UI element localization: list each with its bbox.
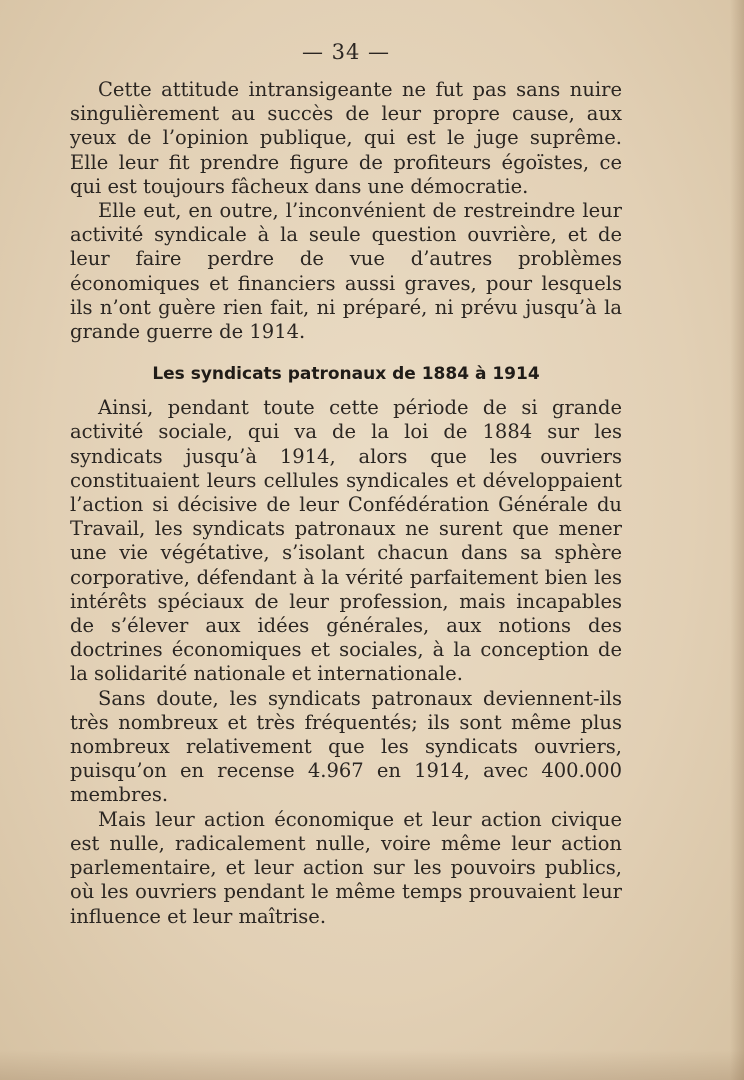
paragraph-2: Elle eut, en outre, l’inconvénient de restreindre leur activité syndicale à la seule question ouvrière, et de leur faire perdre de vue d’autres problèmes économiques et financiers aussi graves, pour lesquels ils n’ont guère rien fait, ni préparé, ni prévu jusqu’à la grande guerre de 1914. — [70, 199, 622, 344]
section-heading: Les syndicats patronaux de 1884 à 1914 — [152, 364, 540, 385]
page-bottom-shadow — [0, 1050, 744, 1080]
book-page — [70, 40, 622, 929]
page-number: — 34 — — [301, 40, 391, 64]
paragraph-1: Cette attitude intransigeante ne fut pas sans nuire singulièrement au succès de leur propre cause, aux yeux de l’opinion publique, qui est le juge suprême. Elle leur fit prendre figure de profiteurs égoïstes, ce qui est toujours fâcheux dans une démocratie. — [70, 78, 622, 198]
paragraph-4: Sans doute, les syndicats patronaux deviennent-ils très nombreux et très fréquentés; ils sont même plus nombreux relativement que les syndicats ouvriers, puisqu’on en recense 4.967 en 1914, avec 400.000 membres. — [70, 686, 622, 807]
paragraph-5: Mais leur action économique et leur action civique est nulle, radicalement nulle, voire même leur action parlementaire, et leur action sur les pouvoirs publics, où les ouvriers pendant le même temps prouvaient leur influence et leur maîtrise. — [70, 807, 622, 928]
page-edge-shadow — [730, 0, 744, 1080]
paragraph-3: Ainsi, pendant toute cette période de si grande activité sociale, qui va de la loi de 1884 sur les syndicats jusqu’à 1914, alors que les ouvriers constituaient leurs cellules syndicales et développaient l’action si décisive de leur Confédération Générale du Travail, les syndicats patronaux ne surent que mener une vie végétative, s’isolant chacun dans sa sphère corporative, défendant à la vérité parfaitement bien les intérêts spéciaux de leur profession, mais incapables de s’élever aux idées générales, aux notions des doctrines économiques et sociales, à la conception de la solidarité nationale et internationale. — [70, 396, 622, 686]
